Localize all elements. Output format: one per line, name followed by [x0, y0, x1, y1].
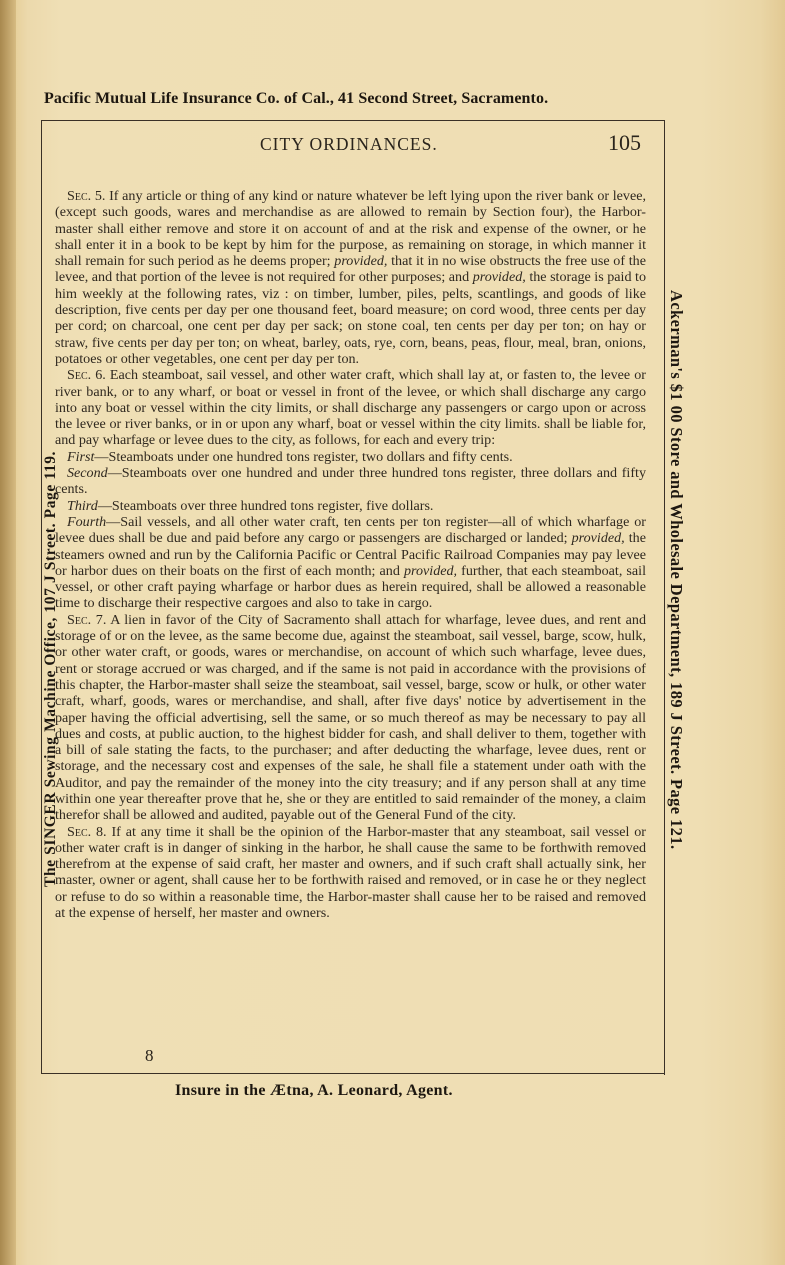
- italic-text: provided,: [334, 253, 388, 270]
- bottom-advertisement: Insure in the Ætna, A. Leonard, Agent.: [175, 1082, 453, 1099]
- section-label: Sec. 7.: [67, 611, 107, 628]
- paragraph: [55, 824, 646, 922]
- text-run: A lien in favor of the City of Sacramento shall attach for wharfage, levee dues, and rent and storage of or on the levee, as the same become due, against the steamboat, sail vessel, barge, scow, hulk, or other water craft, or goods, wares or merchandise, on account of which such wharfage, levee dues, rent or storage accrued or was charged, and if the same is not paid in accordance with the provisions of this chapter, the Harbor-master shall seize the steamboat, sail vessel, barge, scow or hulk, or other water craft, wharf, goods, wares or merchandise, and shall, after five days' notice by advertisement in the paper having the official advertising, sell the same, or so much thereof as may be necessary to pay all dues and costs, at public auction, to the highest bidder for cash, and shall deliver to them, together with a bill of sale stating the facts, to the purchaser; and after deducting the wharfage, levee dues, rent or storage, and the necessary cost and expenses of the sale, he shall file a statement under oath with the Auditor, and pay the remainder of the money into the city treasury; and if any person shall at any time within one year thereafter prove that he, she or they are entitled to said remainder of the money, a claim therefor shall be allowed and audited, payable out of the General Fund of the city.: [55, 611, 646, 824]
- italic-text: Second: [67, 465, 108, 482]
- section-label: Sec. 5.: [67, 188, 106, 204]
- paragraph: [55, 514, 646, 612]
- book-spine-edge: [0, 0, 16, 1265]
- italic-text: provided,: [571, 530, 625, 547]
- text-run: that it in no wise obstructs the free use of the levee, and that portion of the levee is not required for other purposes; and: [55, 253, 646, 286]
- text-run: —Steamboats over one hundred and under three hundred tons register, three dollars and fifty cents.: [55, 465, 646, 498]
- text-run: —Sail vessels, and all other water craft, ten cents per ton register—all of which wharfage or levee dues shall be due and paid before any cargo or passengers are discharged or landed;: [55, 513, 646, 547]
- running-head: CITY ORDINANCES.: [260, 134, 438, 154]
- italic-text: Third: [67, 497, 98, 514]
- section-label: Sec. 8.: [67, 823, 107, 840]
- italic-text: provided,: [472, 269, 526, 286]
- ordinance-text: [55, 188, 646, 921]
- signature-mark: 8: [145, 1046, 154, 1065]
- paragraph: [55, 498, 646, 514]
- text-run: the steamers owned and run by the California Pacific or Central Pacific Railroad Companies may pay levee or harbor dues on their boats on the first of each month; and: [55, 530, 646, 579]
- top-advertisement: Pacific Mutual Life Insurance Co. of Cal., 41 Second Street, Sacramento.: [44, 90, 549, 107]
- right-margin-advertisement: Ackerman's $1 00 Store and Wholesale Department, 189 J Street. Page 121.: [667, 290, 686, 850]
- text-run: —Steamboats over three hundred tons register, five dollars.: [97, 497, 434, 514]
- text-run: the storage is paid to him weekly at the following rates, viz : on timber, lumber, piles, pelts, scantlings, and goods of like description, five cents per day per one thousand feet, board measure; on cord wood, three cents per day per cord; on charcoal, one cent per day per sack; on stone coal, ten cents per day per ton; on hay or straw, five cents per day per ton; on wheat, barley, oats, rye, corn, beans, peas, flour, meal, bran, onions, potatoes or other vegetables, one cent per day per ton.: [55, 269, 646, 367]
- paragraph: [55, 465, 646, 498]
- page-frame-right-rule: [664, 120, 665, 1075]
- italic-text: First: [67, 448, 95, 465]
- text-run: Each steamboat, sail vessel, and other water craft, which shall lay at, or fasten to, the levee or river bank, or to any wharf, or boat or vessel in front of the levee, or which shall discharge any cargo into any boat or vessel within the city limits, or shall discharge any passengers or cargo upon or across the levee or river banks, or in or upon any wharf, boat or vessel within the city limits. shall be liable for, and pay wharfage or levee dues to the city, as follows, for each and every trip:: [55, 367, 646, 449]
- italic-text: provided,: [403, 562, 458, 579]
- left-margin-advertisement: The SINGER Sewing Machine Office, 107 J Street. Page 119.: [42, 450, 59, 887]
- page-number: 105: [608, 130, 641, 155]
- text-run: further, that each steamboat, sail vessel, or other craft paying wharfage or harbor dues as herein required, shall be allowed a reasonable time to discharge their respective cargoes and also to take in cargo.: [55, 562, 646, 612]
- page-frame-top-rule: [41, 120, 664, 121]
- text-run: If at any time it shall be the opinion of the Harbor-master that any steamboat, sail vessel or other water craft is in danger of sinking in the harbor, he shall cause the same to be forthwith removed therefrom at the expense of said craft, her master and owners, and if such craft shall actually sink, her master, owner or agent, shall cause her to be forthwith raised and removed, or in case he or they neglect or refuse to do so within a reasonable time, the Harbor-master shall cause her to be raised and removed at the expense of herself, her master and owners.: [55, 823, 647, 922]
- paragraph: [55, 612, 646, 824]
- text-run: —Steamboats under one hundred tons register, two dollars and fifty cents.: [94, 448, 513, 465]
- paragraph: [55, 449, 646, 465]
- paragraph: [55, 188, 646, 367]
- section-label: Sec. 6.: [67, 367, 106, 384]
- paragraph: [55, 367, 646, 448]
- italic-text: Fourth: [67, 513, 107, 530]
- text-run: If any article or thing of any kind or nature whatever be left lying upon the river bank or levee, (except such goods, wares and merchandise as are allowed to remain by Section four), the Harbor-master shall either remove and store it on account of and at the risk and expense of the owner, or he shall enter it in a book to be kept by him for the purpose, as remaining on storage, in which manner it shall remain for such period as he deems proper;: [55, 188, 647, 270]
